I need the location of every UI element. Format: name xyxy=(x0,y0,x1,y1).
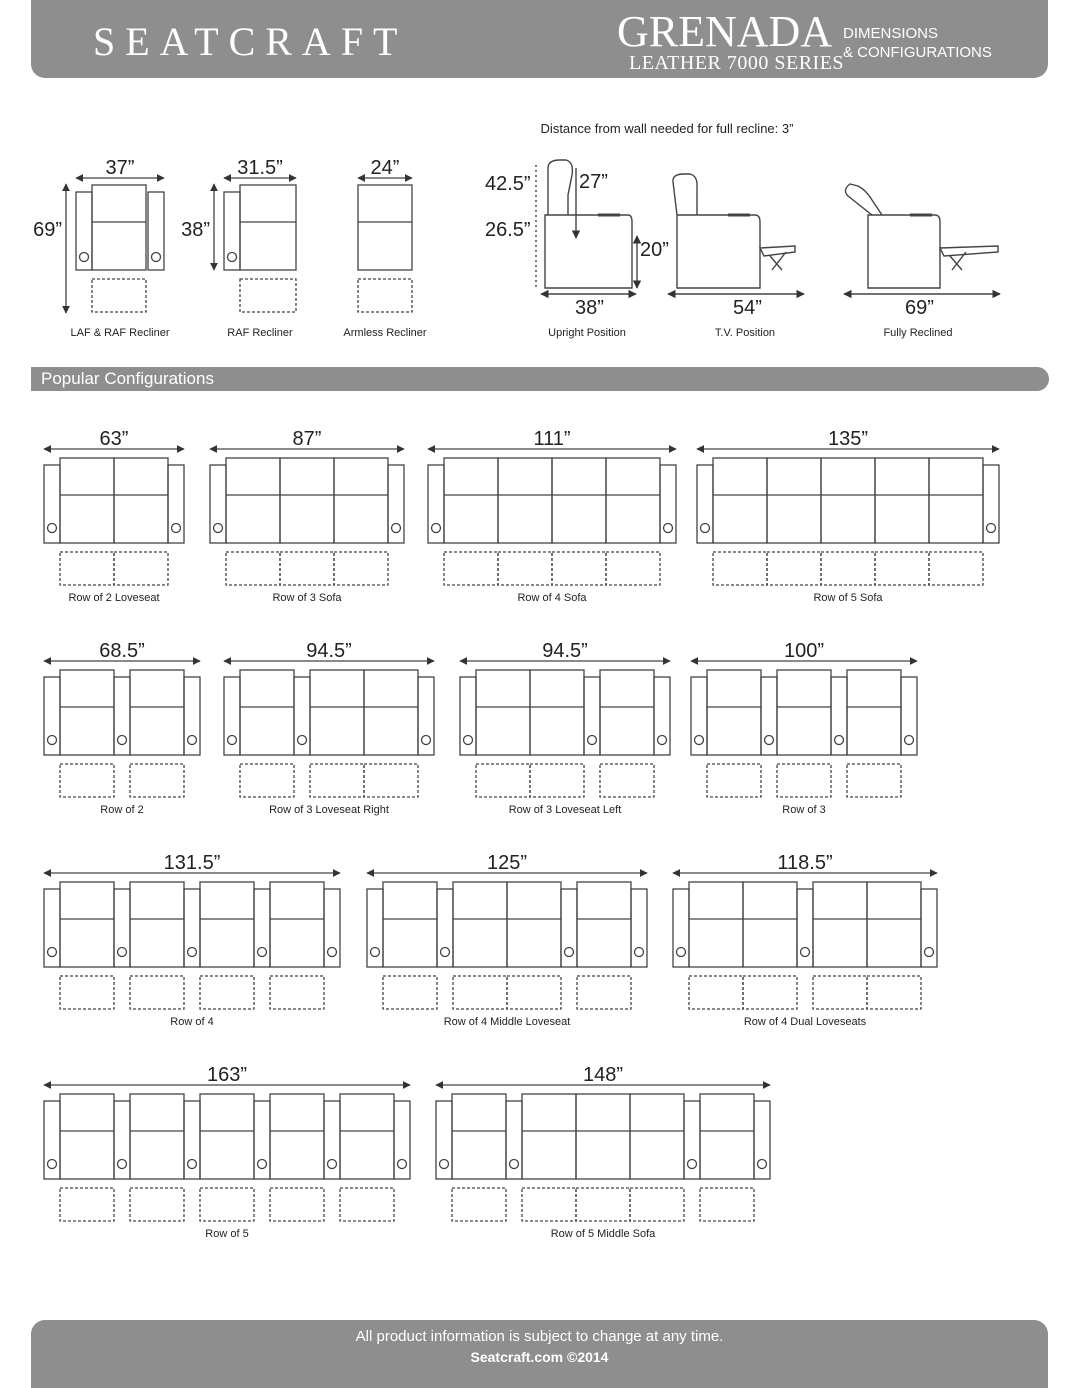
config-arm xyxy=(761,677,777,755)
config-arm xyxy=(44,889,60,967)
config-footrest xyxy=(777,764,831,797)
config-arm xyxy=(654,677,670,755)
config-arm xyxy=(561,889,577,967)
config-seat xyxy=(600,670,654,755)
config-control-icon xyxy=(701,524,710,533)
config-width-dim: 163” xyxy=(206,1064,248,1086)
config-control-icon xyxy=(398,1160,407,1169)
config-control-icon xyxy=(464,736,473,745)
config-footrest xyxy=(130,764,184,797)
config-control-icon xyxy=(188,948,197,957)
upright-arm-dim: 20” xyxy=(640,239,669,261)
unit-width-dim: 24” xyxy=(370,157,400,179)
unit-left-arm xyxy=(76,192,92,270)
config-control-icon xyxy=(635,948,644,957)
config-control-icon xyxy=(765,736,774,745)
config-arm xyxy=(210,465,226,543)
config-control-icon xyxy=(688,1160,697,1169)
config-label: Row of 4 Sofa xyxy=(517,592,587,604)
config-footrest xyxy=(364,764,418,797)
config-6 xyxy=(460,661,670,797)
single-units xyxy=(33,157,427,339)
config-label: Row of 3 Sofa xyxy=(272,592,342,604)
config-seat xyxy=(700,1094,754,1179)
config-label: Row of 5 xyxy=(205,1228,249,1240)
config-footrest xyxy=(383,976,437,1009)
config-footrest xyxy=(280,552,334,585)
config-control-icon xyxy=(925,948,934,957)
config-seat xyxy=(630,1094,684,1179)
config-7 xyxy=(691,661,917,797)
upright-body-shape xyxy=(545,215,632,288)
config-control-icon xyxy=(835,736,844,745)
config-seat xyxy=(340,1094,394,1179)
config-seat xyxy=(452,1094,506,1179)
unit-width-dim: 31.5” xyxy=(237,157,283,179)
config-control-icon xyxy=(214,524,223,533)
config-seat xyxy=(60,882,114,967)
unit-footrest xyxy=(240,279,296,312)
config-arm xyxy=(673,889,689,967)
config-control-icon xyxy=(48,524,57,533)
config-seat xyxy=(743,882,797,967)
config-arm xyxy=(367,889,383,967)
config-control-icon xyxy=(392,524,401,533)
unit-2 xyxy=(358,178,412,312)
config-2 xyxy=(428,449,676,585)
footer-notice: All product information is subject to change at any time. xyxy=(355,1328,724,1345)
tv-body-shape xyxy=(677,215,760,288)
unit-seat xyxy=(358,185,412,270)
unit-control-left xyxy=(228,253,237,262)
config-arm xyxy=(684,1101,700,1179)
config-arm xyxy=(428,465,444,543)
config-arm xyxy=(184,677,200,755)
config-arm xyxy=(418,677,434,755)
tv-back-shape xyxy=(673,174,697,215)
config-footrest xyxy=(240,764,294,797)
config-width-dim: 131.5” xyxy=(163,852,221,874)
config-control-icon xyxy=(48,736,57,745)
config-arm xyxy=(324,1101,340,1179)
config-width-dim: 118.5” xyxy=(777,852,833,874)
config-seat xyxy=(60,458,114,543)
unit-depth-dim: 38” xyxy=(181,219,210,241)
config-arm xyxy=(983,465,999,543)
config-arm xyxy=(691,677,707,755)
config-control-icon xyxy=(432,524,441,533)
config-footrest xyxy=(270,1188,324,1221)
config-seat xyxy=(929,458,983,543)
config-footrest xyxy=(226,552,280,585)
config-arm xyxy=(224,677,240,755)
config-footrest xyxy=(700,1188,754,1221)
config-seat xyxy=(813,882,867,967)
config-arm xyxy=(168,465,184,543)
config-9 xyxy=(367,873,647,1009)
config-seat xyxy=(130,1094,184,1179)
config-seat xyxy=(476,670,530,755)
config-footrest xyxy=(689,976,743,1009)
config-footrest xyxy=(576,1188,630,1221)
config-10 xyxy=(673,873,937,1009)
reclined-length-dim: 69” xyxy=(905,297,934,319)
config-label: Row of 4 Dual Loveseats xyxy=(743,1016,867,1028)
config-seat xyxy=(530,670,584,755)
config-seat xyxy=(507,882,561,967)
configurations-label: & CONFIGURATIONS xyxy=(843,44,992,61)
series-subtitle: LEATHER 7000 SERIES xyxy=(629,52,845,74)
upright-height-dim: 42.5” xyxy=(485,173,531,195)
config-footrest xyxy=(200,976,254,1009)
config-arm xyxy=(506,1101,522,1179)
config-seat xyxy=(270,882,324,967)
config-5 xyxy=(224,661,434,797)
config-12 xyxy=(436,1085,770,1221)
config-arm xyxy=(697,465,713,543)
config-footrest xyxy=(552,552,606,585)
config-label: Row of 3 Loveseat Left xyxy=(508,804,622,816)
config-label: Row of 2 xyxy=(100,804,144,816)
config-footrest xyxy=(444,552,498,585)
config-seat xyxy=(60,1094,114,1179)
config-arm xyxy=(254,1101,270,1179)
config-footrest xyxy=(707,764,761,797)
config-control-icon xyxy=(298,736,307,745)
config-control-icon xyxy=(510,1160,519,1169)
config-control-icon xyxy=(441,948,450,957)
config-arm xyxy=(114,677,130,755)
config-arm xyxy=(660,465,676,543)
config-control-icon xyxy=(565,948,574,957)
config-footrest xyxy=(522,1188,576,1221)
config-seat xyxy=(689,882,743,967)
config-control-icon xyxy=(48,948,57,957)
config-arm xyxy=(584,677,600,755)
upright-label: Upright Position xyxy=(548,327,626,339)
config-1 xyxy=(210,449,404,585)
config-footrest xyxy=(813,976,867,1009)
model-title: GRENADA xyxy=(617,7,833,56)
brand-logo: SEATCRAFT xyxy=(93,19,408,64)
unit-footrest xyxy=(358,279,412,312)
config-footrest xyxy=(606,552,660,585)
config-footrest xyxy=(498,552,552,585)
config-footrest xyxy=(600,764,654,797)
reclined-footrest-shape xyxy=(940,246,998,270)
tv-footrest-shape xyxy=(760,246,795,270)
config-control-icon xyxy=(422,736,431,745)
config-arm xyxy=(388,465,404,543)
config-control-icon xyxy=(118,948,127,957)
config-width-dim: 100” xyxy=(783,640,825,662)
config-label: Row of 2 Loveseat xyxy=(68,592,160,604)
config-footrest xyxy=(875,552,929,585)
config-arm xyxy=(921,889,937,967)
tv-label: T.V. Position xyxy=(714,327,776,339)
config-footrest xyxy=(847,764,901,797)
config-control-icon xyxy=(440,1160,449,1169)
config-footrest xyxy=(577,976,631,1009)
section-title: Popular Configurations xyxy=(41,369,214,388)
config-arm xyxy=(114,889,130,967)
config-label: Row of 4 xyxy=(170,1016,214,1028)
config-seat xyxy=(114,458,168,543)
config-control-icon xyxy=(677,948,686,957)
config-footrest xyxy=(60,764,114,797)
config-arm xyxy=(184,1101,200,1179)
config-arm xyxy=(797,889,813,967)
config-control-icon xyxy=(987,524,996,533)
config-0 xyxy=(44,449,184,585)
config-label: Row of 4 Middle Loveseat xyxy=(443,1016,571,1028)
config-footrest xyxy=(130,976,184,1009)
config-control-icon xyxy=(172,524,181,533)
config-control-icon xyxy=(118,736,127,745)
config-control-icon xyxy=(695,736,704,745)
config-seat xyxy=(240,670,294,755)
config-footrest xyxy=(821,552,875,585)
config-11 xyxy=(44,1085,410,1221)
config-control-icon xyxy=(258,1160,267,1169)
config-control-icon xyxy=(228,736,237,745)
config-seat xyxy=(576,1094,630,1179)
config-arm xyxy=(44,1101,60,1179)
config-footrest xyxy=(340,1188,394,1221)
config-control-icon xyxy=(801,948,810,957)
config-seat xyxy=(364,670,418,755)
config-width-dim: 68.5” xyxy=(99,640,145,662)
config-footrest xyxy=(476,764,530,797)
unit-left-arm xyxy=(224,192,240,270)
config-arm xyxy=(901,677,917,755)
unit-footrest xyxy=(92,279,146,312)
config-arm xyxy=(44,677,60,755)
config-control-icon xyxy=(188,736,197,745)
config-label: Row of 5 Middle Sofa xyxy=(550,1228,656,1240)
config-arm xyxy=(44,465,60,543)
config-seat xyxy=(444,458,498,543)
config-arm xyxy=(184,889,200,967)
reclined-label: Fully Reclined xyxy=(883,327,953,339)
config-footrest xyxy=(867,976,921,1009)
config-seat xyxy=(130,670,184,755)
config-width-dim: 125” xyxy=(486,852,528,874)
configurations-grid xyxy=(44,428,999,1240)
unit-label: Armless Recliner xyxy=(343,327,427,339)
config-seat xyxy=(383,882,437,967)
unit-0 xyxy=(66,178,164,313)
config-seat xyxy=(552,458,606,543)
config-seat xyxy=(577,882,631,967)
section-bar xyxy=(31,367,1049,391)
config-footrest xyxy=(334,552,388,585)
config-seat xyxy=(334,458,388,543)
config-arm xyxy=(394,1101,410,1179)
config-footrest xyxy=(929,552,983,585)
unit-label: LAF & RAF Recliner xyxy=(70,327,170,339)
config-seat xyxy=(280,458,334,543)
config-footrest xyxy=(507,976,561,1009)
recline-note: Distance from wall needed for full recline: 3” xyxy=(540,121,794,136)
config-arm xyxy=(294,677,310,755)
reclined-side-view xyxy=(844,184,1000,294)
config-arm xyxy=(324,889,340,967)
config-seat xyxy=(200,882,254,967)
config-3 xyxy=(697,449,999,585)
reclined-back-shape xyxy=(845,184,882,215)
unit-depth-dim: 69” xyxy=(33,219,62,241)
config-footrest xyxy=(130,1188,184,1221)
config-control-icon xyxy=(588,736,597,745)
config-seat xyxy=(522,1094,576,1179)
config-footrest xyxy=(630,1188,684,1221)
config-arm xyxy=(436,1101,452,1179)
config-control-icon xyxy=(658,736,667,745)
config-seat xyxy=(707,670,761,755)
config-control-icon xyxy=(328,1160,337,1169)
config-8 xyxy=(44,873,340,1009)
config-footrest xyxy=(453,976,507,1009)
config-arm xyxy=(460,677,476,755)
config-seat xyxy=(60,670,114,755)
config-footrest xyxy=(60,1188,114,1221)
config-seat xyxy=(777,670,831,755)
config-width-dim: 94.5” xyxy=(542,640,588,662)
config-width-dim: 94.5” xyxy=(306,640,352,662)
config-width-dim: 135” xyxy=(827,428,869,450)
config-seat xyxy=(713,458,767,543)
config-seat xyxy=(847,670,901,755)
config-seat xyxy=(498,458,552,543)
config-seat xyxy=(200,1094,254,1179)
config-footrest xyxy=(270,976,324,1009)
footer-site: Seatcraft.com ©2014 xyxy=(470,1349,609,1365)
config-seat xyxy=(821,458,875,543)
config-control-icon xyxy=(328,948,337,957)
config-footrest xyxy=(310,764,364,797)
config-footrest xyxy=(60,552,114,585)
config-arm xyxy=(754,1101,770,1179)
config-seat xyxy=(130,882,184,967)
config-control-icon xyxy=(664,524,673,533)
config-footrest xyxy=(767,552,821,585)
config-control-icon xyxy=(188,1160,197,1169)
unit-control-right xyxy=(152,253,161,262)
config-footrest xyxy=(60,976,114,1009)
config-label: Row of 3 xyxy=(782,804,826,816)
config-seat xyxy=(270,1094,324,1179)
config-footrest xyxy=(200,1188,254,1221)
config-arm xyxy=(437,889,453,967)
footer-banner xyxy=(31,1320,1048,1388)
unit-seat xyxy=(92,185,146,270)
unit-control-left xyxy=(80,253,89,262)
unit-width-dim: 37” xyxy=(105,157,135,179)
config-4 xyxy=(44,661,200,797)
config-seat xyxy=(226,458,280,543)
config-width-dim: 87” xyxy=(292,428,322,450)
unit-seat xyxy=(240,185,296,270)
tv-length-dim: 54” xyxy=(733,297,762,319)
config-control-icon xyxy=(48,1160,57,1169)
config-seat xyxy=(310,670,364,755)
dimensions-label: DIMENSIONS xyxy=(843,25,939,42)
config-footrest xyxy=(114,552,168,585)
tv-side-view xyxy=(668,174,804,294)
reclined-body-shape xyxy=(868,215,940,288)
config-arm xyxy=(631,889,647,967)
config-arm xyxy=(254,889,270,967)
config-seat xyxy=(875,458,929,543)
upright-back-shape xyxy=(548,160,572,215)
config-footrest xyxy=(713,552,767,585)
config-label: Row of 5 Sofa xyxy=(813,592,883,604)
upright-seat-dim: 26.5” xyxy=(485,219,531,241)
upright-back-dim: 27” xyxy=(579,171,608,193)
config-seat xyxy=(606,458,660,543)
config-control-icon xyxy=(118,1160,127,1169)
config-arm xyxy=(114,1101,130,1179)
upright-length-dim: 38” xyxy=(575,297,604,319)
config-label: Row of 3 Loveseat Right xyxy=(269,804,389,816)
config-control-icon xyxy=(905,736,914,745)
config-seat xyxy=(453,882,507,967)
config-footrest xyxy=(530,764,584,797)
config-width-dim: 148” xyxy=(582,1064,624,1086)
config-footrest xyxy=(452,1188,506,1221)
config-width-dim: 63” xyxy=(99,428,129,450)
config-arm xyxy=(831,677,847,755)
config-seat xyxy=(867,882,921,967)
unit-right-arm xyxy=(148,192,164,270)
unit-label: RAF Recliner xyxy=(227,327,293,339)
config-control-icon xyxy=(371,948,380,957)
config-footrest xyxy=(743,976,797,1009)
config-seat xyxy=(767,458,821,543)
config-width-dim: 111” xyxy=(533,428,571,450)
unit-1 xyxy=(214,178,296,312)
config-control-icon xyxy=(258,948,267,957)
config-control-icon xyxy=(758,1160,767,1169)
